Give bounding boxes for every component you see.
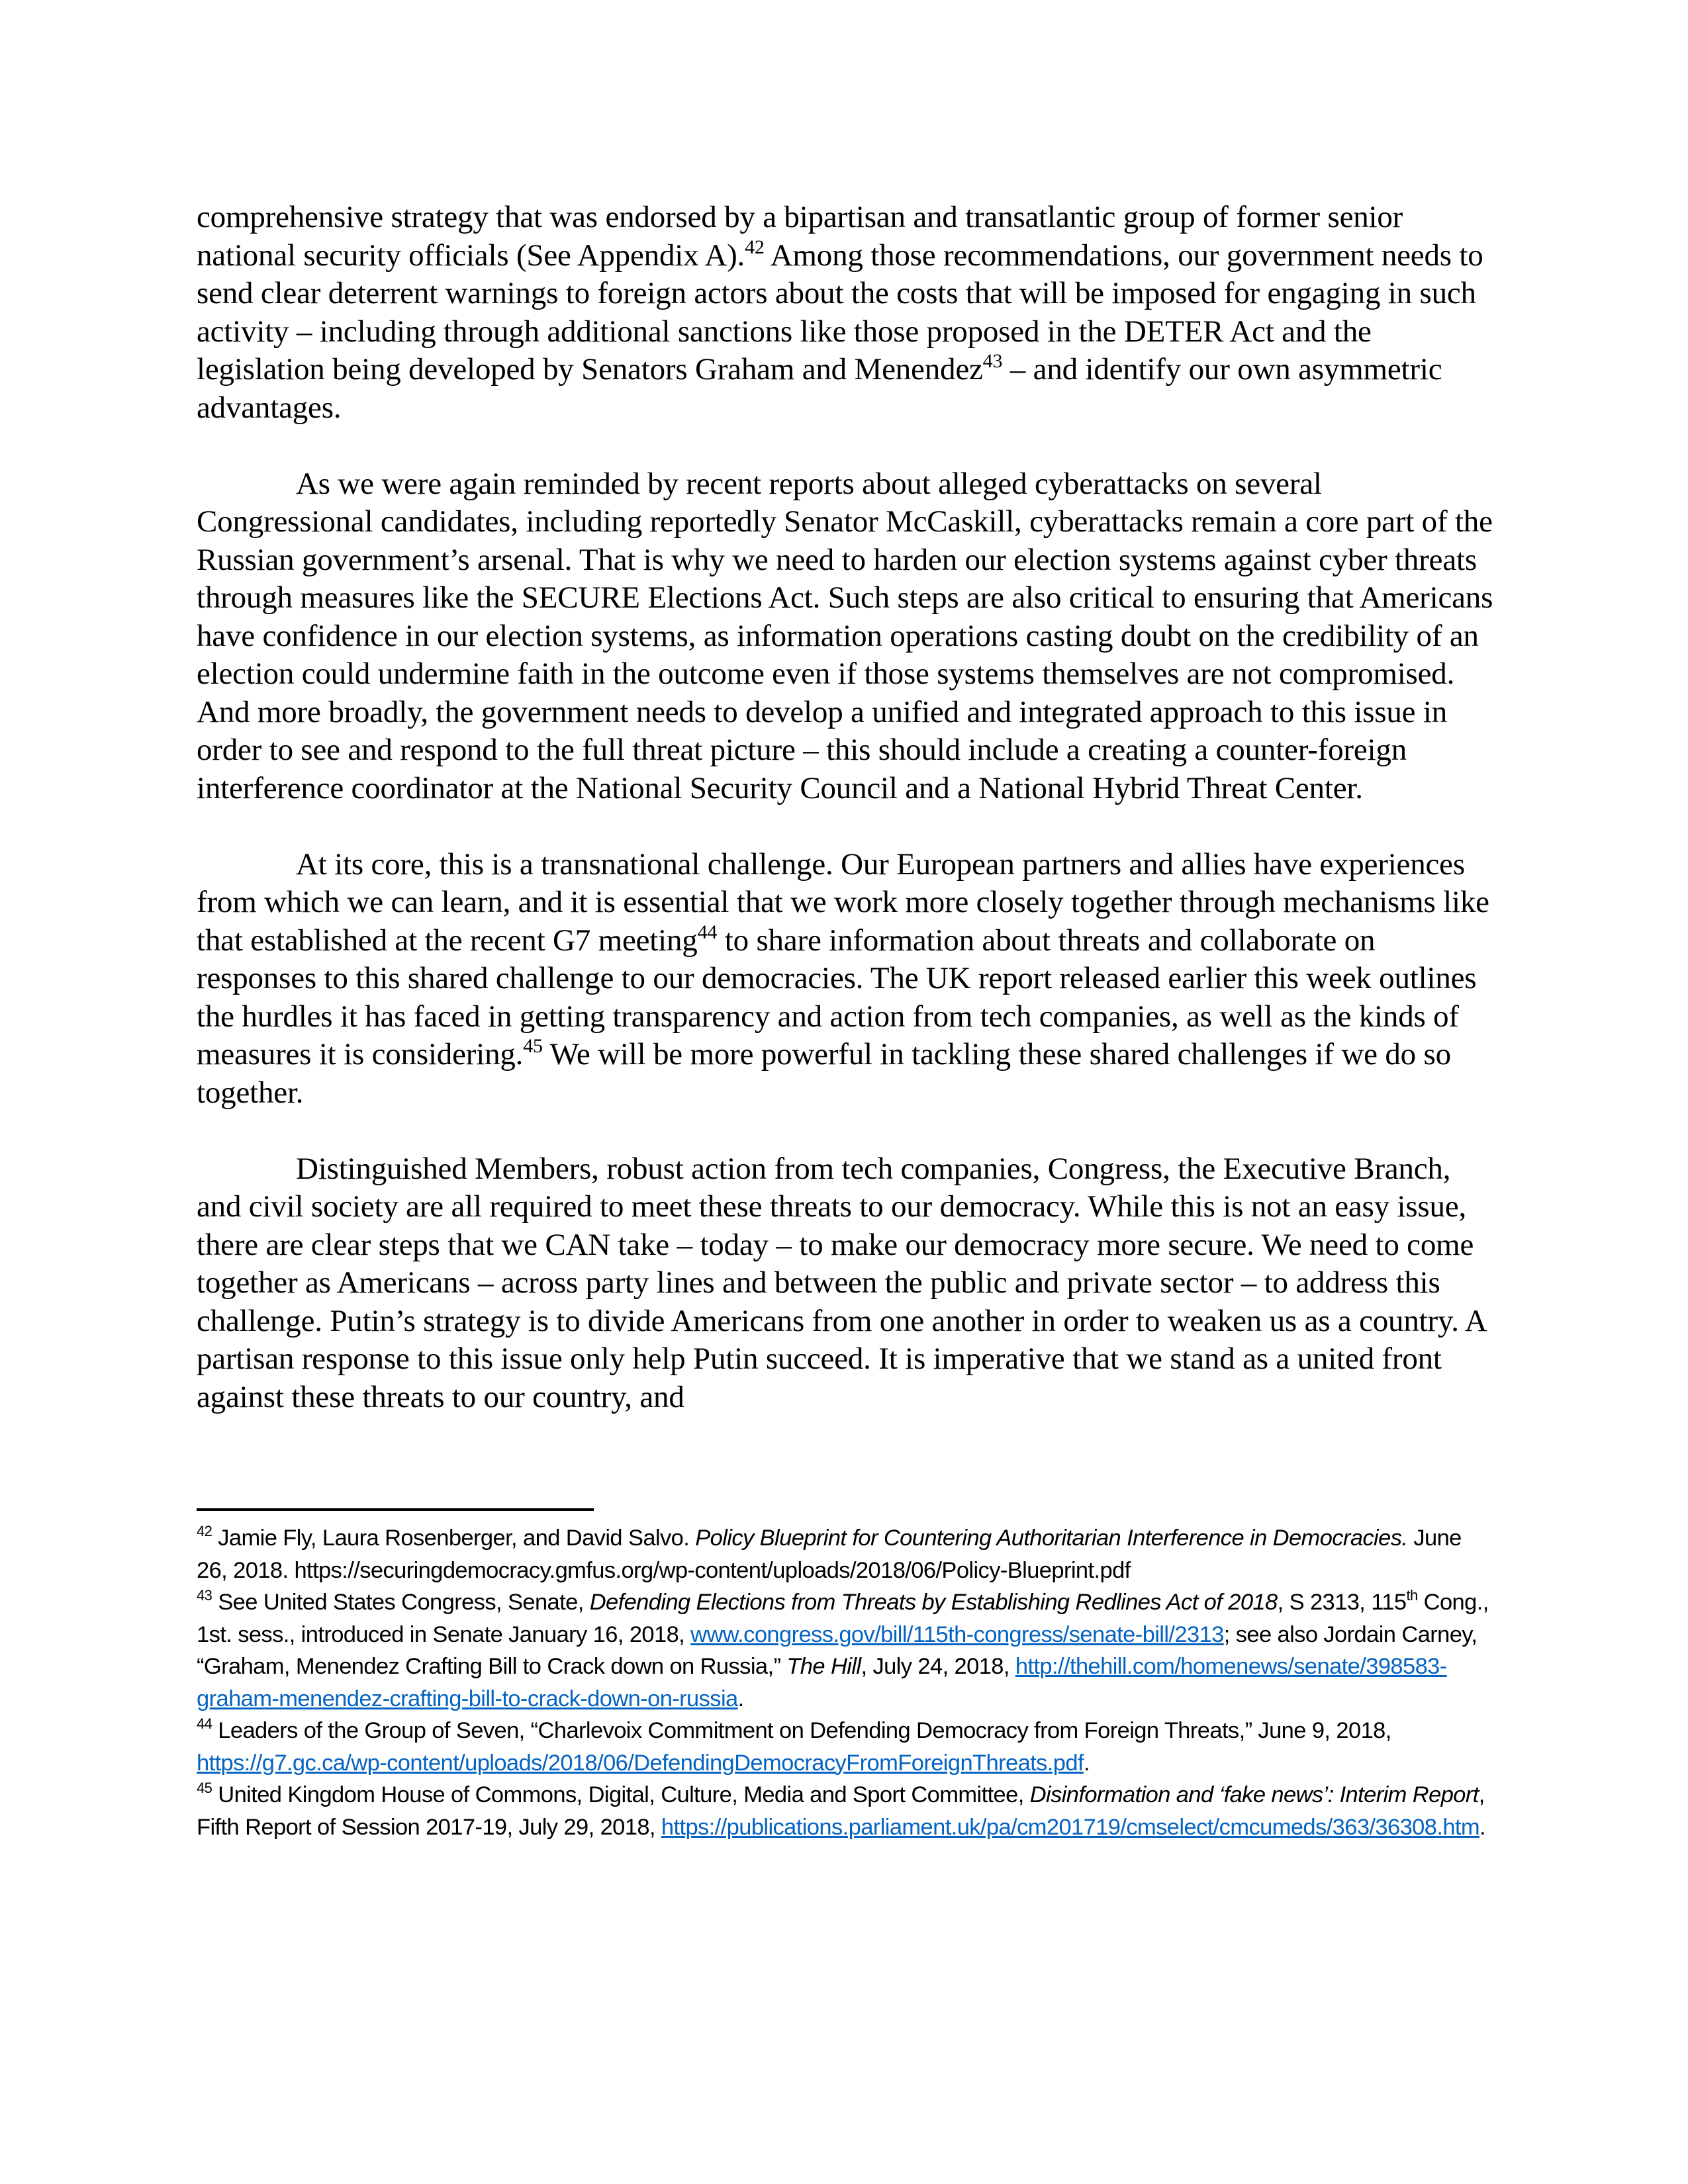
paragraph-4 [197,1150,1494,1417]
footnote-text: , S 2313, 115 [1277,1590,1407,1615]
footnote-text: , July 24, 2018, [861,1654,1015,1679]
g7-link[interactable]: https://g7.gc.ca/wp-content/uploads/2018/06/DefendingDemocracyFromForeignThreats.pdf [197,1750,1084,1776]
paragraph-text: to share information about threats and collaborate on responses to this shared challenge to our democracies. The UK report released earlier this week outlines the hurdles it has faced in getting transparency and action from tech companies, as well as the kinds of measures it is considering. [197,923,1477,1071]
footnote-ref-43[interactable]: 43 [982,350,1003,372]
thehill-link[interactable]: http://thehill.com/homenews/senate/398583-graham-menendez-crafting-bill-to-crack-down-on-russia [197,1654,1447,1711]
footnote-text: . [1479,1814,1486,1840]
footnote-title: Disinformation and ‘fake news’: Interim Report [1029,1782,1479,1807]
footnote-44 [197,1715,1494,1779]
footnote-42 [197,1522,1494,1586]
footnote-ref-45[interactable]: 45 [523,1035,543,1057]
footnote-separator [197,1508,594,1511]
footnote-text: See United States Congress, Senate, [212,1590,590,1615]
footnote-publication: The Hill [786,1654,861,1679]
footnote-number: 42 [197,1523,212,1539]
paragraph-text: comprehensive strategy that was endorsed by a bipartisan and transatlantic group of former senior national security officials (See Appendix A). [197,200,1403,273]
paragraph-text: – and identify our own asymmetric advantages. [197,352,1442,425]
paragraph-3 [197,846,1494,1113]
footnote-text: United Kingdom House of Commons, Digital, Culture, Media and Sport Committee, [212,1782,1030,1807]
footnote-text: Cong., 1st. sess., introduced in Senate January 16, 2018, [197,1590,1489,1647]
ordinal-suffix: th [1406,1587,1418,1604]
paragraph-1 [197,199,1494,427]
footnote-ref-44[interactable]: 44 [697,921,718,943]
footnote-number: 45 [197,1780,212,1796]
footnotes [197,1522,1494,1843]
paragraph-text: Distinguished Members, robust action from tech companies, Congress, the Executive Branch, and civil society are all required to meet these threats to our democracy. While this is not an easy issue, there are clear steps that we CAN take – today – to make our democracy more secure. We need to come together as Americans – across party lines and between the public and private sector – to address this challenge. Putin’s strategy is to divide Americans from one another in order to weaken us as a country. A partisan response to this issue only help Putin succeed. It is imperative that we stand as a united front against these threats to our country, and [197,1151,1485,1414]
footnote-text: Leaders of the Group of Seven, “Charlevoix Commitment on Defending Democracy from Foreign Threats,” June 9, 2018, [212,1718,1391,1743]
footnote-text: , Fifth Report of Session 2017-19, July 29, 2018, [197,1782,1485,1840]
footnote-text: ; see also Jordain Carney, “Graham, Menendez Crafting Bill to Crack down on Russia,” [197,1621,1477,1679]
congress-gov-link[interactable]: www.congress.gov/bill/115th-congress/senate-bill/2313 [690,1621,1224,1647]
footnote-text: . [1083,1750,1090,1776]
footnote-title: Defending Elections from Threats by Establishing Redlines Act of 2018 [589,1590,1278,1615]
paragraph-text: Among those recommendations, our government needs to send clear deterrent warnings to foreign actors about the costs that will be imposed for engaging in such activity – including through additional sanctions like those proposed in the DETER Act and the legislation being developed by Senators Graham and Menendez [197,238,1483,387]
footnote-45 [197,1779,1494,1843]
footnote-43 [197,1586,1494,1715]
footnote-title: Policy Blueprint for Countering Authoritarian Interference in Democracies. [695,1525,1408,1551]
footnote-text: . [737,1686,744,1711]
footnote-number: 44 [197,1715,212,1732]
paragraph-text: As we were again reminded by recent reports about alleged cyberattacks on several Congressional candidates, including reportedly Senator McCaskill, cyberattacks remain a core part of the Russian government’s arsenal. That is why we need to harden our election systems against cyber threats through measures like the SECURE Elections Act. Such steps are also critical to ensuring that Americans have confidence in our election systems, as information operations casting doubt on the credibility of an election could undermine faith in the outcome even if those systems themselves are not compromised. And more broadly, the government needs to develop a unified and integrated approach to this issue in order to see and respond to the full threat picture – this should include a creating a counter-foreign interference coordinator at the National Security Council and a National Hybrid Threat Center. [197,466,1493,805]
parliament-link[interactable]: https://publications.parliament.uk/pa/cm201719/cmselect/cmcumeds/363/36308.htm [661,1814,1480,1840]
footnote-text: June 26, 2018. https://securingdemocracy.gmfus.org/wp-content/uploads/2018/06/Policy-Blueprint.pdf [197,1525,1462,1583]
footnote-ref-42[interactable]: 42 [745,236,765,258]
paragraph-text: At its core, this is a transnational challenge. Our European partners and allies have experiences from which we can learn, and it is essential that we work more closely together through mechanisms like that established at the recent G7 meeting [197,846,1489,958]
footnote-text: Jamie Fly, Laura Rosenberger, and David Salvo. [212,1525,696,1551]
paragraph-2 [197,465,1494,808]
body-text [197,199,1494,1416]
paragraph-text: We will be more powerful in tackling these shared challenges if we do so together. [197,1037,1451,1110]
footnote-number: 43 [197,1587,212,1604]
